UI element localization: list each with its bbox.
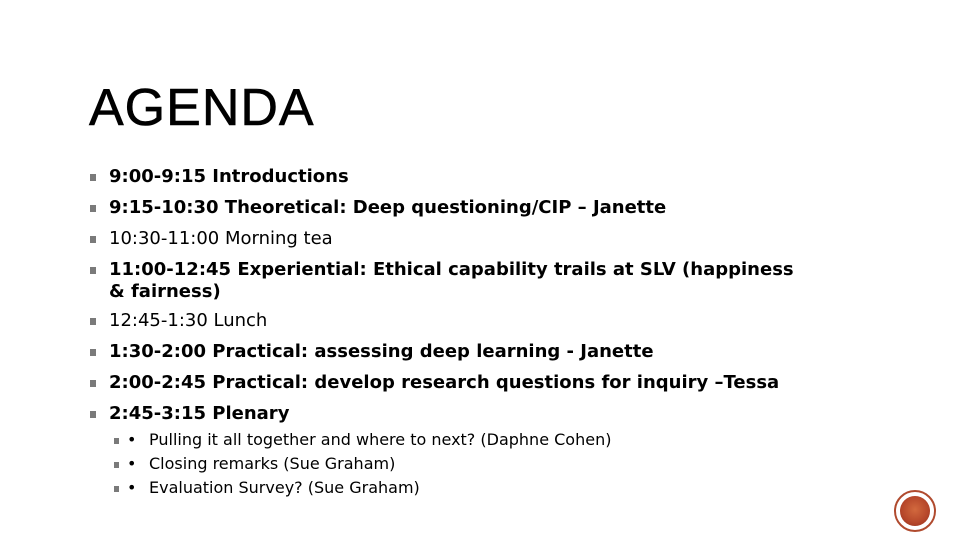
sub-list-item — [110, 476, 611, 500]
agenda-item — [88, 310, 848, 341]
seal-logo-icon — [894, 490, 936, 532]
seal-inner — [900, 496, 930, 526]
agenda-item — [88, 259, 809, 310]
plenary-sub-list — [110, 428, 611, 500]
square-bullet-icon — [90, 349, 96, 356]
square-bullet-icon — [90, 236, 96, 243]
square-bullet-icon — [114, 486, 119, 492]
square-bullet-icon — [90, 174, 96, 181]
agenda-item-text: 9:00-9:15 Introductions — [109, 166, 349, 187]
slide-title: AGENDA — [89, 79, 315, 137]
agenda-item-text: 12:45-1:30 Lunch — [109, 310, 268, 331]
square-bullet-icon — [90, 205, 96, 212]
agenda-item — [88, 341, 848, 372]
square-bullet-icon — [90, 267, 96, 274]
dot-bullet-icon: • — [127, 478, 137, 497]
sub-item-text: Evaluation Survey? (Sue Graham) — [149, 478, 420, 497]
agenda-item-text: 1:30-2:00 Practical: assessing deep learning - Janette — [109, 341, 654, 362]
square-bullet-icon — [90, 380, 96, 387]
agenda-item — [88, 372, 848, 403]
agenda-item-text: 11:00-12:45 Experiential: Ethical capability trails at SLV (happiness & fairness) — [109, 259, 794, 302]
agenda-item — [88, 403, 848, 429]
agenda-item — [88, 197, 848, 228]
agenda-list — [88, 166, 848, 429]
agenda-item — [88, 166, 848, 197]
sub-list-item — [110, 428, 611, 452]
agenda-item-text: 10:30-11:00 Morning tea — [109, 228, 333, 249]
square-bullet-icon — [114, 438, 119, 444]
dot-bullet-icon: • — [127, 430, 137, 449]
sub-list-item — [110, 452, 611, 476]
sub-item-text: Pulling it all together and where to next? (Daphne Cohen) — [149, 430, 612, 449]
dot-bullet-icon: • — [127, 454, 137, 473]
square-bullet-icon — [90, 411, 96, 418]
agenda-item-text: 9:15-10:30 Theoretical: Deep questioning/CIP – Janette — [109, 197, 667, 218]
agenda-item — [88, 228, 848, 259]
square-bullet-icon — [90, 318, 96, 325]
agenda-item-text: 2:00-2:45 Practical: develop research questions for inquiry –Tessa — [109, 372, 780, 393]
sub-item-text: Closing remarks (Sue Graham) — [149, 454, 396, 473]
agenda-item-text: 2:45-3:15 Plenary — [109, 403, 290, 424]
square-bullet-icon — [114, 462, 119, 468]
